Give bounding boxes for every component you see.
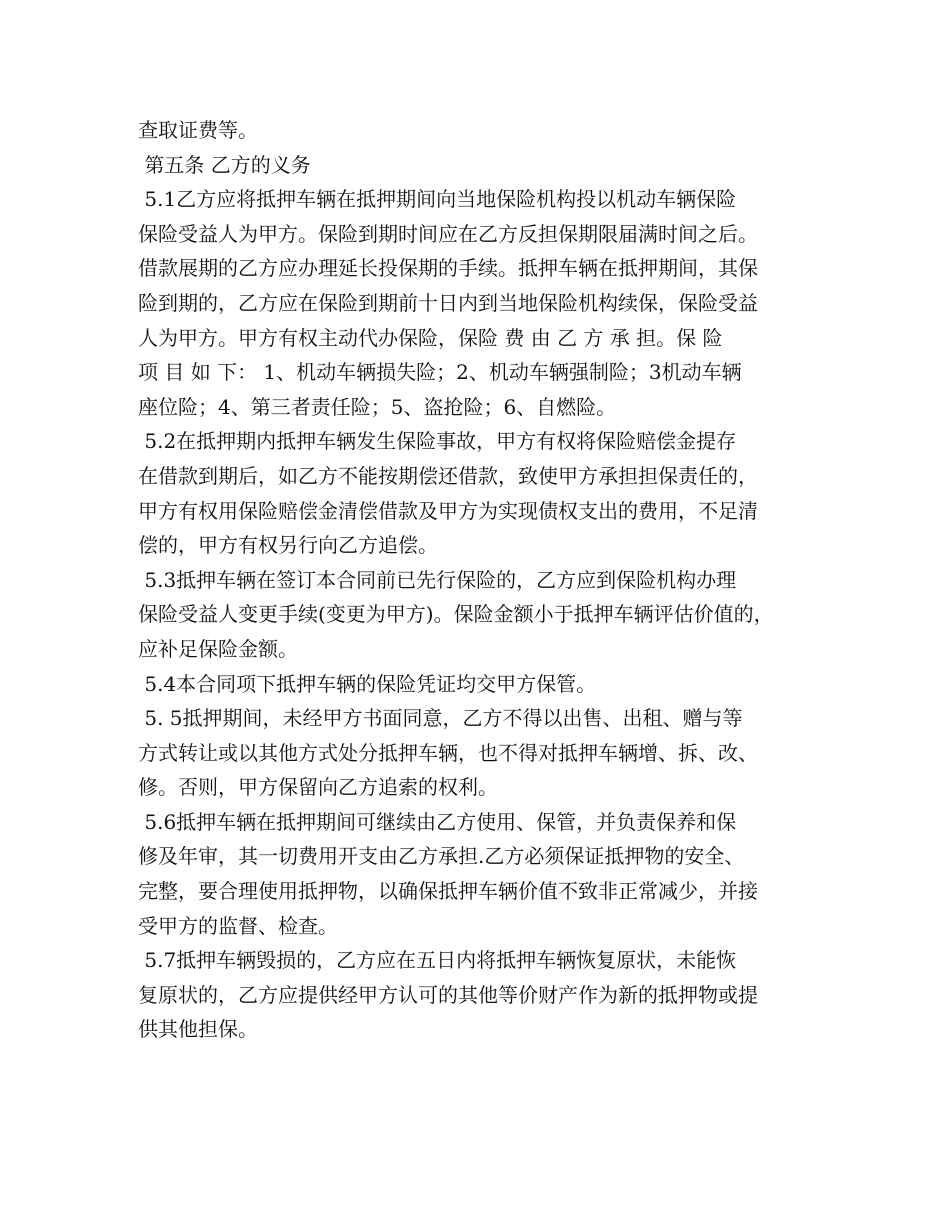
text-line: 险到期的，乙方应在保险到期前十日内到当地保险机构续保，保险受益: [138, 290, 758, 315]
text-line: 5. 5抵押期间，未经甲方书面同意，乙方不得以出售、出租、赠与等: [138, 706, 743, 731]
text-line: 保险受益人为甲方。保险到期时间应在乙方反担保期限届满时间之后。: [138, 221, 758, 246]
text-line: 保险受益人变更手续(变更为甲方)。保险金额小于抵押车辆评估价值的，: [138, 602, 774, 627]
text-line: 在借款到期后，如乙方不能按期偿还借款，致使甲方承担担保责任的，: [138, 463, 758, 488]
text-line: 复原状的，乙方应提供经甲方认可的其他等价财产作为新的抵押物或提: [138, 982, 758, 1007]
text-line: 5.3抵押车辆在签订本合同前已先行保险的，乙方应到保险机构办理: [138, 567, 737, 592]
document-body: [138, 113, 818, 1047]
text-line: 偿的，甲方有权另行向乙方追偿。: [138, 533, 438, 558]
text-line: 方式转让或以其他方式处分抵押车辆，也不得对抵押车辆增、拆、改、: [138, 740, 758, 765]
text-line: 修及年审，其一切费用开支由乙方承担.乙方必须保证抵押物的安全、: [138, 844, 745, 869]
text-line: 甲方有权用保险赔偿金清偿借款及甲方为实现债权支出的费用，不足清: [138, 498, 758, 523]
text-line: 5.1乙方应将抵押车辆在抵押期间向当地保险机构投以机动车辆保险: [138, 187, 737, 212]
text-line: 借款展期的乙方应办理延长投保期的手续。抵押车辆在抵押期间，其保: [138, 256, 758, 281]
text-line: 修。否则，甲方保留向乙方追索的权利。: [138, 775, 498, 800]
text-line: 供其他担保。: [138, 1017, 258, 1042]
text-line: 应补足保险金额。: [138, 636, 298, 661]
text-line: 受甲方的监督、检查。: [138, 913, 338, 938]
text-line: 5.2在抵押期内抵押车辆发生保险事故，甲方有权将保险赔偿金提存: [138, 429, 737, 454]
text-line: 座位险；4、第三者责任险；5、盗抢险；6、自燃险。: [138, 394, 617, 419]
text-line: 5.4本合同项下抵押车辆的保险凭证均交甲方保管。: [138, 671, 597, 696]
text-line: 项 目 如 下： 1、机动车辆损失险；2、机动车辆强制险；3机动车辆: [138, 360, 742, 385]
section-heading: 第五条 乙方的义务: [138, 152, 311, 177]
text-line: 完整，要合理使用抵押物，以确保抵押车辆价值不致非正常减少，并接: [138, 879, 758, 904]
text-line: 5.6抵押车辆在抵押期间可继续由乙方使用、保管，并负责保养和保: [138, 809, 737, 834]
text-line: 5.7抵押车辆毁损的，乙方应在五日内将抵押车辆恢复原状，未能恢: [138, 948, 737, 973]
text-line: 查取证费等。: [138, 118, 258, 142]
text-line: 人为甲方。甲方有权主动代办保险，保险 费 由 乙 方 承 担。保 险: [138, 325, 723, 350]
